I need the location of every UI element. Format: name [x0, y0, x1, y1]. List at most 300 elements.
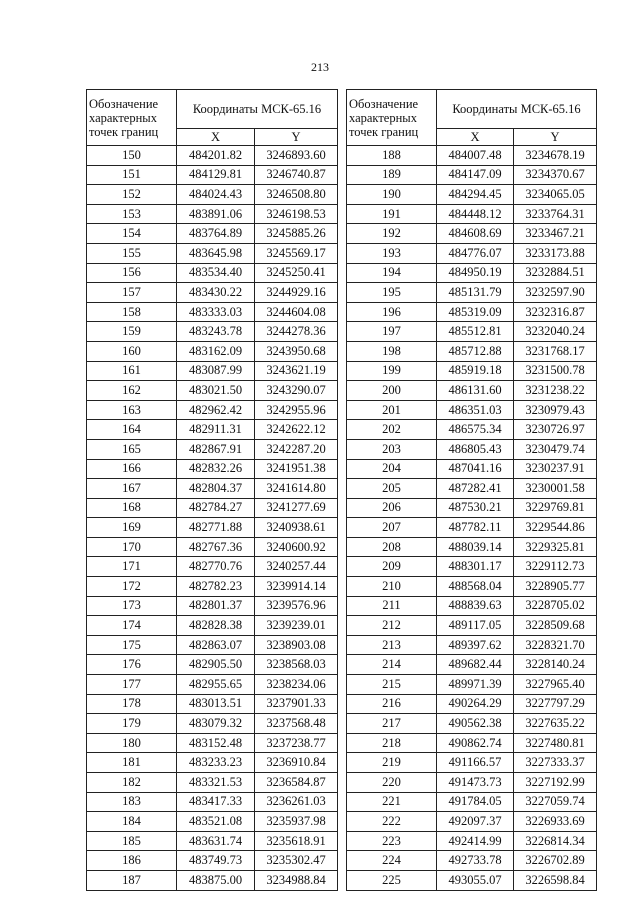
table-row	[347, 361, 597, 381]
x-coordinate-cell: 482905.50	[177, 655, 255, 675]
y-coordinate-cell: 3230726.97	[514, 420, 597, 440]
point-number-cell: 183	[87, 792, 177, 812]
table-row	[87, 420, 338, 440]
table-row	[87, 224, 338, 244]
point-number-cell: 159	[87, 322, 177, 342]
y-coordinate-cell: 3232597.90	[514, 283, 597, 303]
y-coordinate-cell: 3236261.03	[255, 792, 338, 812]
y-coordinate-cell: 3227965.40	[514, 675, 597, 695]
table-row	[347, 263, 597, 283]
x-coordinate-cell: 482962.42	[177, 400, 255, 420]
table-row	[347, 675, 597, 695]
y-coordinate-cell: 3234988.84	[255, 870, 338, 890]
point-number-cell: 193	[347, 243, 437, 263]
y-coordinate-cell: 3229769.81	[514, 498, 597, 518]
x-coordinate-cell: 483021.50	[177, 381, 255, 401]
point-number-cell: 166	[87, 459, 177, 479]
table-row	[347, 302, 597, 322]
y-coordinate-cell: 3228705.02	[514, 596, 597, 616]
point-number-cell: 198	[347, 341, 437, 361]
x-coordinate-cell: 484024.43	[177, 185, 255, 205]
y-coordinate-cell: 3226933.69	[514, 812, 597, 832]
x-coordinate-cell: 492414.99	[437, 831, 514, 851]
table-row	[347, 341, 597, 361]
y-coordinate-cell: 3239239.01	[255, 616, 338, 636]
point-number-cell: 222	[347, 812, 437, 832]
table-row	[87, 694, 338, 714]
point-number-cell: 168	[87, 498, 177, 518]
point-number-cell: 157	[87, 283, 177, 303]
x-coordinate-cell: 485512.81	[437, 322, 514, 342]
point-number-cell: 182	[87, 773, 177, 793]
table-row	[87, 439, 338, 459]
x-coordinate-cell: 493055.07	[437, 870, 514, 890]
point-number-cell: 209	[347, 557, 437, 577]
point-number-cell: 199	[347, 361, 437, 381]
x-coordinate-cell: 490264.29	[437, 694, 514, 714]
table-row	[87, 302, 338, 322]
table-row	[347, 694, 597, 714]
point-number-cell: 161	[87, 361, 177, 381]
column-header-y: Y	[514, 129, 597, 146]
x-coordinate-cell: 483013.51	[177, 694, 255, 714]
x-coordinate-cell: 483749.73	[177, 851, 255, 871]
x-coordinate-cell: 483417.33	[177, 792, 255, 812]
y-coordinate-cell: 3229112.73	[514, 557, 597, 577]
x-coordinate-cell: 486131.60	[437, 381, 514, 401]
x-coordinate-cell: 488839.63	[437, 596, 514, 616]
table-row	[87, 714, 338, 734]
y-coordinate-cell: 3242622.12	[255, 420, 338, 440]
point-number-cell: 152	[87, 185, 177, 205]
y-coordinate-cell: 3246740.87	[255, 165, 338, 185]
point-number-cell: 194	[347, 263, 437, 283]
x-coordinate-cell: 485919.18	[437, 361, 514, 381]
y-coordinate-cell: 3227192.99	[514, 773, 597, 793]
table-row	[347, 243, 597, 263]
table-row	[347, 498, 597, 518]
column-header-coordinates: Координаты МСК-65.16	[177, 90, 338, 129]
y-coordinate-cell: 3246508.80	[255, 185, 338, 205]
table-row	[87, 537, 338, 557]
table-row	[347, 851, 597, 871]
y-coordinate-cell: 3239576.96	[255, 596, 338, 616]
x-coordinate-cell: 488568.04	[437, 577, 514, 597]
point-number-cell: 195	[347, 283, 437, 303]
table-row	[347, 773, 597, 793]
y-coordinate-cell: 3233764.31	[514, 204, 597, 224]
table-row	[87, 870, 338, 890]
y-coordinate-cell: 3228509.68	[514, 616, 597, 636]
point-number-cell: 207	[347, 518, 437, 538]
y-coordinate-cell: 3244929.16	[255, 283, 338, 303]
table-row	[347, 714, 597, 734]
x-coordinate-cell: 486351.03	[437, 400, 514, 420]
point-number-cell: 176	[87, 655, 177, 675]
y-coordinate-cell: 3230479.74	[514, 439, 597, 459]
x-coordinate-cell: 484294.45	[437, 185, 514, 205]
x-coordinate-cell: 483645.98	[177, 243, 255, 263]
point-number-cell: 184	[87, 812, 177, 832]
point-number-cell: 185	[87, 831, 177, 851]
y-coordinate-cell: 3239914.14	[255, 577, 338, 597]
table-row	[87, 381, 338, 401]
x-coordinate-cell: 482955.65	[177, 675, 255, 695]
y-coordinate-cell: 3240600.92	[255, 537, 338, 557]
y-coordinate-cell: 3229544.86	[514, 518, 597, 538]
table-row	[87, 616, 338, 636]
x-coordinate-cell: 483162.09	[177, 341, 255, 361]
table-row	[87, 831, 338, 851]
page-number: 213	[311, 60, 329, 74]
y-coordinate-cell: 3243290.07	[255, 381, 338, 401]
point-number-cell: 173	[87, 596, 177, 616]
point-number-cell: 172	[87, 577, 177, 597]
point-number-cell: 169	[87, 518, 177, 538]
point-number-cell: 190	[347, 185, 437, 205]
point-number-cell: 167	[87, 479, 177, 499]
y-coordinate-cell: 3231500.78	[514, 361, 597, 381]
y-coordinate-cell: 3246893.60	[255, 146, 338, 166]
x-coordinate-cell: 487282.41	[437, 479, 514, 499]
point-number-cell: 192	[347, 224, 437, 244]
table-row	[347, 165, 597, 185]
point-number-cell: 217	[347, 714, 437, 734]
point-number-cell: 204	[347, 459, 437, 479]
y-coordinate-cell: 3234370.67	[514, 165, 597, 185]
x-coordinate-cell: 486575.34	[437, 420, 514, 440]
y-coordinate-cell: 3226702.89	[514, 851, 597, 871]
column-header-point-label: Обозначение характерных точек границ	[87, 90, 177, 146]
table-row	[347, 733, 597, 753]
x-coordinate-cell: 482782.23	[177, 577, 255, 597]
point-number-cell: 189	[347, 165, 437, 185]
x-coordinate-cell: 483875.00	[177, 870, 255, 890]
x-coordinate-cell: 487041.16	[437, 459, 514, 479]
point-number-cell: 221	[347, 792, 437, 812]
point-number-cell: 197	[347, 322, 437, 342]
y-coordinate-cell: 3240938.61	[255, 518, 338, 538]
point-number-cell: 200	[347, 381, 437, 401]
x-coordinate-cell: 491166.57	[437, 753, 514, 773]
y-coordinate-cell: 3238234.06	[255, 675, 338, 695]
x-coordinate-cell: 482770.76	[177, 557, 255, 577]
x-coordinate-cell: 483233.23	[177, 753, 255, 773]
y-coordinate-cell: 3241614.80	[255, 479, 338, 499]
y-coordinate-cell: 3226814.34	[514, 831, 597, 851]
y-coordinate-cell: 3227333.37	[514, 753, 597, 773]
x-coordinate-cell: 490562.38	[437, 714, 514, 734]
x-coordinate-cell: 485131.79	[437, 283, 514, 303]
table-row	[87, 322, 338, 342]
table-row	[87, 655, 338, 675]
y-coordinate-cell: 3241277.69	[255, 498, 338, 518]
table-row	[347, 870, 597, 890]
table-row	[87, 498, 338, 518]
point-number-cell: 205	[347, 479, 437, 499]
table-row	[347, 400, 597, 420]
point-number-cell: 178	[87, 694, 177, 714]
y-coordinate-cell: 3231238.22	[514, 381, 597, 401]
y-coordinate-cell: 3230237.91	[514, 459, 597, 479]
x-coordinate-cell: 482784.27	[177, 498, 255, 518]
x-coordinate-cell: 485319.09	[437, 302, 514, 322]
x-coordinate-cell: 483333.03	[177, 302, 255, 322]
column-header-x: X	[437, 129, 514, 146]
y-coordinate-cell: 3242955.96	[255, 400, 338, 420]
x-coordinate-cell: 483152.48	[177, 733, 255, 753]
point-number-cell: 216	[347, 694, 437, 714]
point-number-cell: 196	[347, 302, 437, 322]
x-coordinate-cell: 482867.91	[177, 439, 255, 459]
y-coordinate-cell: 3227797.29	[514, 694, 597, 714]
x-coordinate-cell: 491473.73	[437, 773, 514, 793]
table-row	[347, 459, 597, 479]
table-body-right	[347, 146, 597, 891]
x-coordinate-cell: 484776.07	[437, 243, 514, 263]
y-coordinate-cell: 3230979.43	[514, 400, 597, 420]
x-coordinate-cell: 484147.09	[437, 165, 514, 185]
y-coordinate-cell: 3227480.81	[514, 733, 597, 753]
table-row	[87, 479, 338, 499]
point-number-cell: 160	[87, 341, 177, 361]
x-coordinate-cell: 488301.17	[437, 557, 514, 577]
table-row	[87, 146, 338, 166]
x-coordinate-cell: 484950.19	[437, 263, 514, 283]
point-number-cell: 180	[87, 733, 177, 753]
point-number-cell: 155	[87, 243, 177, 263]
point-number-cell: 163	[87, 400, 177, 420]
point-number-cell: 151	[87, 165, 177, 185]
table-row	[87, 459, 338, 479]
y-coordinate-cell: 3236584.87	[255, 773, 338, 793]
x-coordinate-cell: 484201.82	[177, 146, 255, 166]
y-coordinate-cell: 3240257.44	[255, 557, 338, 577]
y-coordinate-cell: 3227059.74	[514, 792, 597, 812]
point-number-cell: 174	[87, 616, 177, 636]
point-number-cell: 171	[87, 557, 177, 577]
y-coordinate-cell: 3233173.88	[514, 243, 597, 263]
y-coordinate-cell: 3229325.81	[514, 537, 597, 557]
y-coordinate-cell: 3235937.98	[255, 812, 338, 832]
y-coordinate-cell: 3244278.36	[255, 322, 338, 342]
point-number-cell: 202	[347, 420, 437, 440]
table-row	[87, 675, 338, 695]
table-row	[347, 146, 597, 166]
x-coordinate-cell: 483079.32	[177, 714, 255, 734]
table-row	[87, 165, 338, 185]
y-coordinate-cell: 3232040.24	[514, 322, 597, 342]
table-row	[347, 616, 597, 636]
table-row	[347, 204, 597, 224]
x-coordinate-cell: 484007.48	[437, 146, 514, 166]
table-row	[347, 420, 597, 440]
x-coordinate-cell: 483087.99	[177, 361, 255, 381]
x-coordinate-cell: 482767.36	[177, 537, 255, 557]
table-row	[87, 341, 338, 361]
table-row	[87, 185, 338, 205]
y-coordinate-cell: 3243621.19	[255, 361, 338, 381]
table-row	[87, 753, 338, 773]
x-coordinate-cell: 484129.81	[177, 165, 255, 185]
table-row	[347, 557, 597, 577]
point-number-cell: 223	[347, 831, 437, 851]
table-row	[347, 753, 597, 773]
table-row	[87, 733, 338, 753]
table-row	[347, 831, 597, 851]
coordinates-table-left	[86, 89, 338, 891]
x-coordinate-cell: 483631.74	[177, 831, 255, 851]
point-number-cell: 218	[347, 733, 437, 753]
table-row	[347, 635, 597, 655]
point-number-cell: 156	[87, 263, 177, 283]
table-row	[347, 479, 597, 499]
y-coordinate-cell: 3228905.77	[514, 577, 597, 597]
table-row	[347, 185, 597, 205]
table-row	[347, 812, 597, 832]
point-number-cell: 162	[87, 381, 177, 401]
column-header-point-label: Обозначение характерных точек границ	[347, 90, 437, 146]
x-coordinate-cell: 490862.74	[437, 733, 514, 753]
column-header-coordinates: Координаты МСК-65.16	[437, 90, 597, 129]
y-coordinate-cell: 3245885.26	[255, 224, 338, 244]
x-coordinate-cell: 492733.78	[437, 851, 514, 871]
y-coordinate-cell: 3242287.20	[255, 439, 338, 459]
point-number-cell: 170	[87, 537, 177, 557]
y-coordinate-cell: 3246198.53	[255, 204, 338, 224]
point-number-cell: 215	[347, 675, 437, 695]
x-coordinate-cell: 492097.37	[437, 812, 514, 832]
x-coordinate-cell: 489397.62	[437, 635, 514, 655]
point-number-cell: 153	[87, 204, 177, 224]
point-number-cell: 219	[347, 753, 437, 773]
point-number-cell: 224	[347, 851, 437, 871]
y-coordinate-cell: 3243950.68	[255, 341, 338, 361]
table-row	[87, 577, 338, 597]
table-row	[347, 577, 597, 597]
point-number-cell: 210	[347, 577, 437, 597]
point-number-cell: 201	[347, 400, 437, 420]
table-row	[87, 851, 338, 871]
point-number-cell: 158	[87, 302, 177, 322]
x-coordinate-cell: 487530.21	[437, 498, 514, 518]
point-number-cell: 187	[87, 870, 177, 890]
y-coordinate-cell: 3238903.08	[255, 635, 338, 655]
y-coordinate-cell: 3231768.17	[514, 341, 597, 361]
point-number-cell: 213	[347, 635, 437, 655]
y-coordinate-cell: 3226598.84	[514, 870, 597, 890]
x-coordinate-cell: 486805.43	[437, 439, 514, 459]
point-number-cell: 203	[347, 439, 437, 459]
table-row	[347, 381, 597, 401]
point-number-cell: 191	[347, 204, 437, 224]
y-coordinate-cell: 3227635.22	[514, 714, 597, 734]
point-number-cell: 164	[87, 420, 177, 440]
point-number-cell: 181	[87, 753, 177, 773]
x-coordinate-cell: 485712.88	[437, 341, 514, 361]
table-row	[87, 400, 338, 420]
point-number-cell: 154	[87, 224, 177, 244]
x-coordinate-cell: 482863.07	[177, 635, 255, 655]
y-coordinate-cell: 3237568.48	[255, 714, 338, 734]
x-coordinate-cell: 484608.69	[437, 224, 514, 244]
y-coordinate-cell: 3238568.03	[255, 655, 338, 675]
x-coordinate-cell: 482911.31	[177, 420, 255, 440]
column-header-x: X	[177, 129, 255, 146]
x-coordinate-cell: 483321.53	[177, 773, 255, 793]
x-coordinate-cell: 487782.11	[437, 518, 514, 538]
x-coordinate-cell: 482828.38	[177, 616, 255, 636]
table-row	[87, 773, 338, 793]
point-number-cell: 211	[347, 596, 437, 616]
table-row	[347, 792, 597, 812]
table-row	[87, 812, 338, 832]
x-coordinate-cell: 488039.14	[437, 537, 514, 557]
y-coordinate-cell: 3244604.08	[255, 302, 338, 322]
point-number-cell: 212	[347, 616, 437, 636]
y-coordinate-cell: 3245569.17	[255, 243, 338, 263]
x-coordinate-cell: 484448.12	[437, 204, 514, 224]
point-number-cell: 220	[347, 773, 437, 793]
table-row	[87, 557, 338, 577]
table-row	[87, 204, 338, 224]
y-coordinate-cell: 3237238.77	[255, 733, 338, 753]
y-coordinate-cell: 3228140.24	[514, 655, 597, 675]
y-coordinate-cell: 3236910.84	[255, 753, 338, 773]
point-number-cell: 208	[347, 537, 437, 557]
x-coordinate-cell: 482771.88	[177, 518, 255, 538]
table-row	[87, 243, 338, 263]
point-number-cell: 175	[87, 635, 177, 655]
column-header-y: Y	[255, 129, 338, 146]
table-row	[87, 792, 338, 812]
y-coordinate-cell: 3241951.38	[255, 459, 338, 479]
x-coordinate-cell: 491784.05	[437, 792, 514, 812]
y-coordinate-cell: 3245250.41	[255, 263, 338, 283]
x-coordinate-cell: 489971.39	[437, 675, 514, 695]
y-coordinate-cell: 3234678.19	[514, 146, 597, 166]
table-row	[87, 596, 338, 616]
x-coordinate-cell: 483534.40	[177, 263, 255, 283]
y-coordinate-cell: 3232316.87	[514, 302, 597, 322]
point-number-cell: 188	[347, 146, 437, 166]
table-row	[347, 655, 597, 675]
y-coordinate-cell: 3234065.05	[514, 185, 597, 205]
point-number-cell: 206	[347, 498, 437, 518]
x-coordinate-cell: 482804.37	[177, 479, 255, 499]
y-coordinate-cell: 3230001.58	[514, 479, 597, 499]
point-number-cell: 179	[87, 714, 177, 734]
coordinates-table-right	[346, 89, 597, 891]
x-coordinate-cell: 483243.78	[177, 322, 255, 342]
x-coordinate-cell: 489117.05	[437, 616, 514, 636]
table-row	[87, 635, 338, 655]
point-number-cell: 165	[87, 439, 177, 459]
table-row	[347, 596, 597, 616]
x-coordinate-cell: 483764.89	[177, 224, 255, 244]
y-coordinate-cell: 3232884.51	[514, 263, 597, 283]
y-coordinate-cell: 3237901.33	[255, 694, 338, 714]
table-row	[87, 263, 338, 283]
table-row	[347, 224, 597, 244]
y-coordinate-cell: 3233467.21	[514, 224, 597, 244]
x-coordinate-cell: 489682.44	[437, 655, 514, 675]
point-number-cell: 186	[87, 851, 177, 871]
table-body-left	[87, 146, 338, 891]
table-row	[87, 283, 338, 303]
x-coordinate-cell: 483521.08	[177, 812, 255, 832]
point-number-cell: 150	[87, 146, 177, 166]
